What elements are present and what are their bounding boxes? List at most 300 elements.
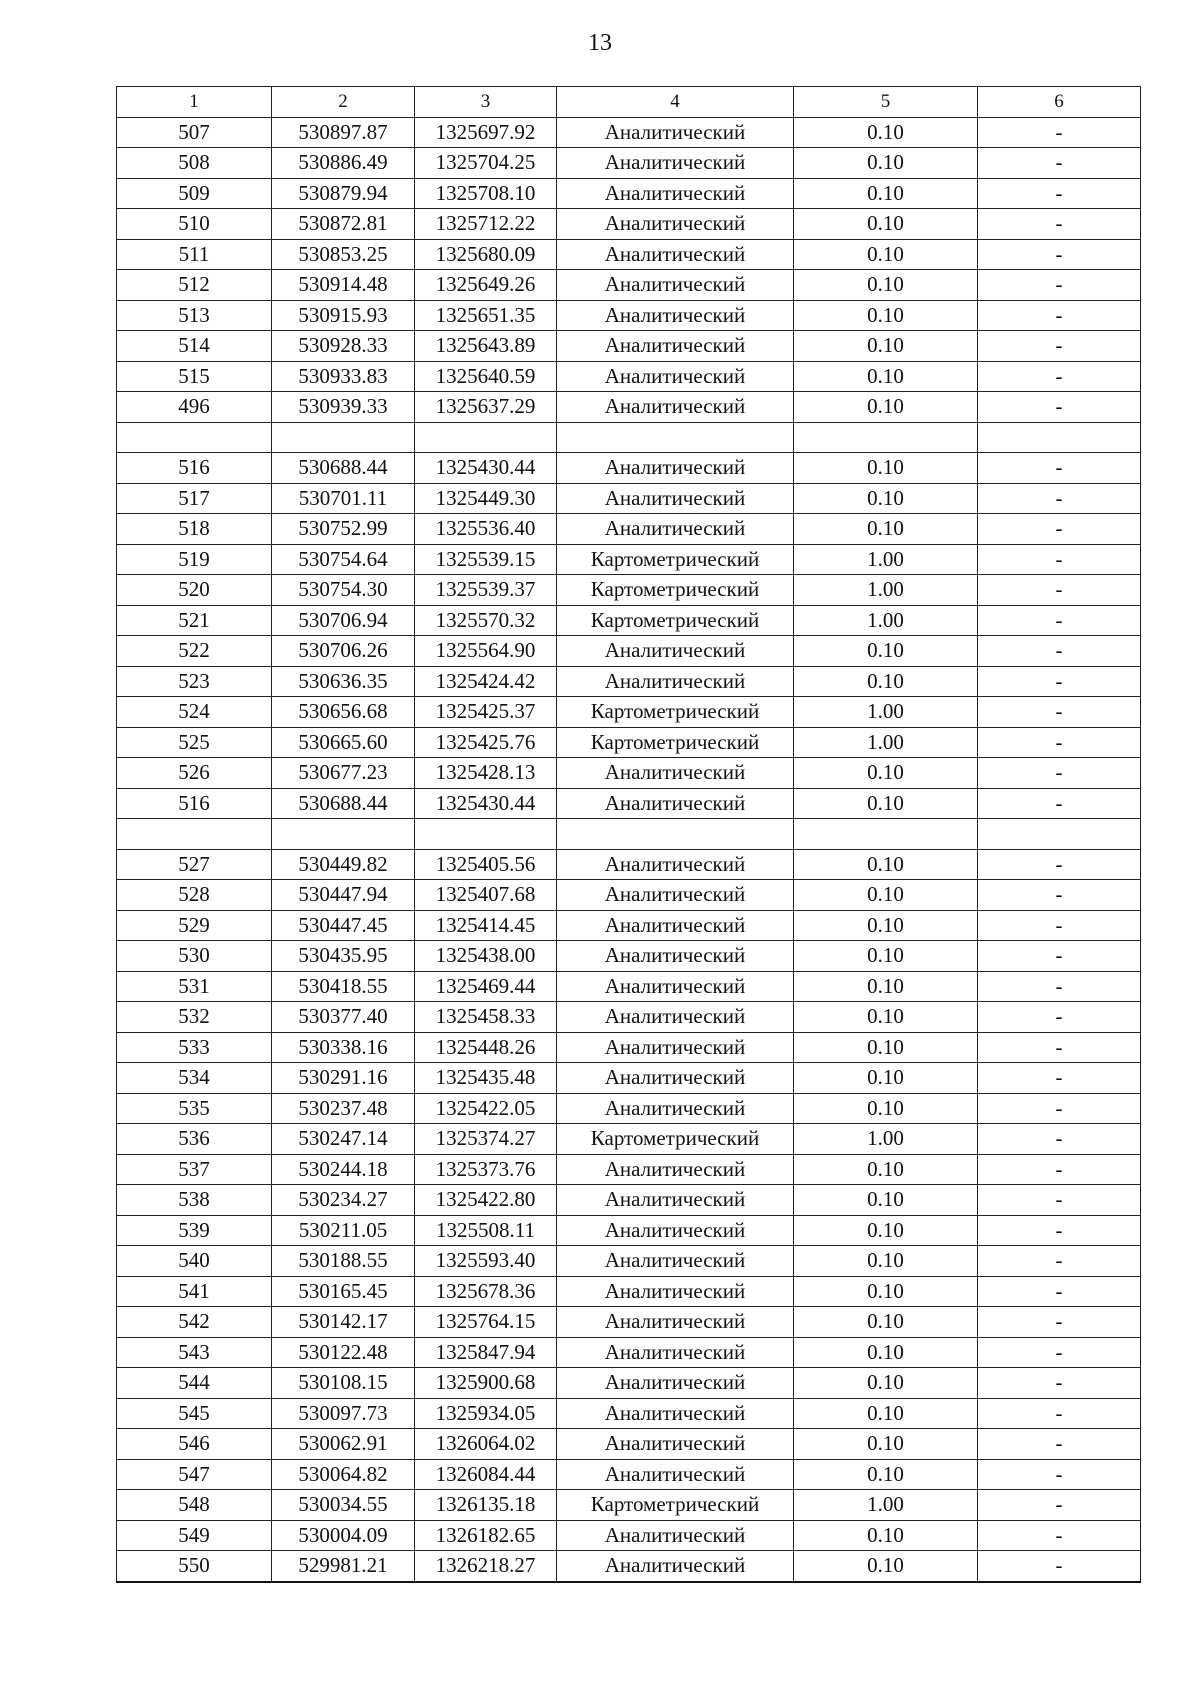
point-number-cell: 543 [117,1337,272,1368]
y-coordinate-cell: 1326182.65 [415,1520,557,1551]
table-row [117,1093,1141,1124]
method-cell [557,819,794,850]
accuracy-cell: 1.00 [794,575,978,606]
point-number-cell: 518 [117,514,272,545]
description-cell: - [978,575,1141,606]
table-row [117,1215,1141,1246]
point-number-cell: 512 [117,270,272,301]
method-cell: Аналитический [557,636,794,667]
y-coordinate-cell: 1325539.37 [415,575,557,606]
x-coordinate-cell: 530688.44 [272,453,415,484]
x-coordinate-cell: 530933.83 [272,361,415,392]
table-row [117,605,1141,636]
table-row [117,117,1141,148]
table-row [117,544,1141,575]
method-cell: Аналитический [557,666,794,697]
description-cell: - [978,636,1141,667]
table-row [117,788,1141,819]
method-cell: Картометрический [557,727,794,758]
table-row [117,1551,1141,1582]
y-coordinate-cell: 1325373.76 [415,1154,557,1185]
table-row [117,239,1141,270]
x-coordinate-cell: 530914.48 [272,270,415,301]
method-cell: Аналитический [557,1398,794,1429]
x-coordinate-cell: 530754.30 [272,575,415,606]
y-coordinate-cell: 1325448.26 [415,1032,557,1063]
accuracy-cell: 0.10 [794,148,978,179]
accuracy-cell: 0.10 [794,971,978,1002]
accuracy-cell: 0.10 [794,1307,978,1338]
y-coordinate-cell: 1325539.15 [415,544,557,575]
accuracy-cell: 0.10 [794,1246,978,1277]
table-row [117,1307,1141,1338]
table-row [117,971,1141,1002]
description-cell: - [978,1337,1141,1368]
method-cell: Аналитический [557,453,794,484]
method-cell: Картометрический [557,1490,794,1521]
y-coordinate-cell: 1325428.13 [415,758,557,789]
point-number-cell: 515 [117,361,272,392]
method-cell: Аналитический [557,941,794,972]
y-coordinate-cell: 1325430.44 [415,453,557,484]
y-coordinate-cell: 1325425.37 [415,697,557,728]
table-row [117,575,1141,606]
x-coordinate-cell: 530754.64 [272,544,415,575]
x-coordinate-cell: 530752.99 [272,514,415,545]
point-number-cell: 521 [117,605,272,636]
accuracy-cell [794,819,978,850]
description-cell: - [978,1520,1141,1551]
point-number-cell: 513 [117,300,272,331]
accuracy-cell: 0.10 [794,270,978,301]
description-cell: - [978,849,1141,880]
accuracy-cell: 0.10 [794,666,978,697]
description-cell: - [978,1459,1141,1490]
table-row [117,361,1141,392]
accuracy-cell: 1.00 [794,544,978,575]
point-number-cell: 548 [117,1490,272,1521]
table-row [117,1002,1141,1033]
method-cell: Аналитический [557,1215,794,1246]
y-coordinate-cell: 1325422.05 [415,1093,557,1124]
accuracy-cell: 0.10 [794,1002,978,1033]
table-row [117,910,1141,941]
method-cell: Аналитический [557,1459,794,1490]
x-coordinate-cell: 530234.27 [272,1185,415,1216]
table-row [117,1276,1141,1307]
point-number-cell: 526 [117,758,272,789]
y-coordinate-cell: 1325422.80 [415,1185,557,1216]
x-coordinate-cell [272,819,415,850]
accuracy-cell: 0.10 [794,1459,978,1490]
y-coordinate-cell: 1325438.00 [415,941,557,972]
point-number-cell [117,422,272,453]
table-row [117,209,1141,240]
description-cell: - [978,300,1141,331]
description-cell: - [978,758,1141,789]
description-cell: - [978,239,1141,270]
method-cell: Аналитический [557,880,794,911]
method-cell: Аналитический [557,1246,794,1277]
table-row [117,392,1141,423]
x-coordinate-cell: 530237.48 [272,1093,415,1124]
table-row [117,849,1141,880]
description-cell: - [978,1429,1141,1460]
method-cell: Аналитический [557,1276,794,1307]
table-row [117,331,1141,362]
description-cell: - [978,453,1141,484]
accuracy-cell: 0.10 [794,117,978,148]
description-cell: - [978,117,1141,148]
point-number-cell: 527 [117,849,272,880]
table-row [117,1246,1141,1277]
x-coordinate-cell: 530188.55 [272,1246,415,1277]
description-cell: - [978,910,1141,941]
accuracy-cell: 0.10 [794,514,978,545]
table-row [117,148,1141,179]
y-coordinate-cell: 1326218.27 [415,1551,557,1582]
point-number-cell: 522 [117,636,272,667]
x-coordinate-cell: 529981.21 [272,1551,415,1582]
method-cell: Аналитический [557,971,794,1002]
x-coordinate-cell: 530064.82 [272,1459,415,1490]
description-cell: - [978,1246,1141,1277]
x-coordinate-cell: 530377.40 [272,1002,415,1033]
method-cell: Аналитический [557,392,794,423]
y-coordinate-cell: 1325649.26 [415,270,557,301]
column-header-3: 3 [415,87,557,118]
description-cell: - [978,270,1141,301]
y-coordinate-cell: 1325425.76 [415,727,557,758]
y-coordinate-cell: 1325430.44 [415,788,557,819]
y-coordinate-cell: 1325570.32 [415,605,557,636]
accuracy-cell: 1.00 [794,605,978,636]
table-row [117,880,1141,911]
y-coordinate-cell: 1325697.92 [415,117,557,148]
accuracy-cell: 1.00 [794,1124,978,1155]
x-coordinate-cell: 530338.16 [272,1032,415,1063]
method-cell: Аналитический [557,1429,794,1460]
accuracy-cell: 0.10 [794,392,978,423]
table-row [117,697,1141,728]
y-coordinate-cell: 1325651.35 [415,300,557,331]
accuracy-cell: 0.10 [794,178,978,209]
point-number-cell: 534 [117,1063,272,1094]
description-cell: - [978,209,1141,240]
y-coordinate-cell: 1325637.29 [415,392,557,423]
x-coordinate-cell: 530879.94 [272,178,415,209]
accuracy-cell: 0.10 [794,331,978,362]
y-coordinate-cell: 1325678.36 [415,1276,557,1307]
x-coordinate-cell: 530247.14 [272,1124,415,1155]
table-row [117,1185,1141,1216]
table-row [117,1063,1141,1094]
accuracy-cell: 0.10 [794,636,978,667]
x-coordinate-cell: 530656.68 [272,697,415,728]
table-row [117,1154,1141,1185]
table-row [117,453,1141,484]
page-number: 13 [588,30,612,56]
accuracy-cell: 0.10 [794,1215,978,1246]
y-coordinate-cell: 1325407.68 [415,880,557,911]
description-cell: - [978,1215,1141,1246]
y-coordinate-cell: 1325680.09 [415,239,557,270]
y-coordinate-cell: 1326084.44 [415,1459,557,1490]
description-cell: - [978,1368,1141,1399]
point-number-cell: 510 [117,209,272,240]
accuracy-cell: 0.10 [794,880,978,911]
y-coordinate-cell [415,819,557,850]
method-cell: Аналитический [557,483,794,514]
point-number-cell: 550 [117,1551,272,1582]
description-cell: - [978,788,1141,819]
accuracy-cell: 0.10 [794,300,978,331]
description-cell: - [978,1185,1141,1216]
method-cell: Аналитический [557,1368,794,1399]
point-number-cell: 523 [117,666,272,697]
column-header-6: 6 [978,87,1141,118]
x-coordinate-cell: 530447.45 [272,910,415,941]
description-cell: - [978,941,1141,972]
accuracy-cell: 0.10 [794,209,978,240]
method-cell: Картометрический [557,697,794,728]
point-number-cell: 536 [117,1124,272,1155]
point-number-cell: 517 [117,483,272,514]
y-coordinate-cell: 1325847.94 [415,1337,557,1368]
x-coordinate-cell [272,422,415,453]
description-cell: - [978,666,1141,697]
accuracy-cell: 0.10 [794,1429,978,1460]
table-row [117,727,1141,758]
method-cell: Аналитический [557,148,794,179]
description-cell: - [978,483,1141,514]
point-number-cell: 511 [117,239,272,270]
point-number-cell: 541 [117,1276,272,1307]
method-cell: Аналитический [557,758,794,789]
method-cell: Аналитический [557,788,794,819]
description-cell: - [978,1063,1141,1094]
accuracy-cell: 0.10 [794,941,978,972]
point-number-cell: 528 [117,880,272,911]
x-coordinate-cell: 530097.73 [272,1398,415,1429]
table-row [117,1459,1141,1490]
accuracy-cell: 0.10 [794,1398,978,1429]
accuracy-cell: 0.10 [794,453,978,484]
point-number-cell: 509 [117,178,272,209]
point-number-cell: 537 [117,1154,272,1185]
description-cell: - [978,1093,1141,1124]
description-cell: - [978,331,1141,362]
method-cell: Картометрический [557,605,794,636]
accuracy-cell: 0.10 [794,849,978,880]
table-row [117,1490,1141,1521]
point-number-cell: 532 [117,1002,272,1033]
point-number-cell: 516 [117,453,272,484]
description-cell: - [978,727,1141,758]
method-cell: Аналитический [557,270,794,301]
accuracy-cell: 0.10 [794,483,978,514]
method-cell: Аналитический [557,1307,794,1338]
method-cell: Аналитический [557,300,794,331]
accuracy-cell: 0.10 [794,1337,978,1368]
x-coordinate-cell: 530165.45 [272,1276,415,1307]
point-number-cell: 525 [117,727,272,758]
point-number-cell: 544 [117,1368,272,1399]
method-cell: Аналитический [557,239,794,270]
accuracy-cell: 0.10 [794,758,978,789]
accuracy-cell [794,422,978,453]
point-number-cell: 507 [117,117,272,148]
y-coordinate-cell: 1326135.18 [415,1490,557,1521]
accuracy-cell: 0.10 [794,1093,978,1124]
description-cell: - [978,178,1141,209]
description-cell [978,422,1141,453]
x-coordinate-cell: 530435.95 [272,941,415,972]
point-number-cell: 529 [117,910,272,941]
x-coordinate-cell: 530706.94 [272,605,415,636]
y-coordinate-cell: 1325458.33 [415,1002,557,1033]
x-coordinate-cell: 530122.48 [272,1337,415,1368]
point-number-cell: 538 [117,1185,272,1216]
method-cell: Аналитический [557,849,794,880]
method-cell: Картометрический [557,1124,794,1155]
point-number-cell [117,819,272,850]
table-row [117,941,1141,972]
x-coordinate-cell: 530939.33 [272,392,415,423]
y-coordinate-cell: 1325712.22 [415,209,557,240]
description-cell: - [978,1032,1141,1063]
description-cell: - [978,971,1141,1002]
x-coordinate-cell: 530688.44 [272,788,415,819]
x-coordinate-cell: 530211.05 [272,1215,415,1246]
method-cell: Аналитический [557,117,794,148]
description-cell: - [978,1154,1141,1185]
table-body [117,117,1141,1582]
x-coordinate-cell: 530677.23 [272,758,415,789]
y-coordinate-cell: 1325593.40 [415,1246,557,1277]
y-coordinate-cell: 1325934.05 [415,1398,557,1429]
accuracy-cell: 0.10 [794,1032,978,1063]
description-cell: - [978,514,1141,545]
x-coordinate-cell: 530108.15 [272,1368,415,1399]
x-coordinate-cell: 530034.55 [272,1490,415,1521]
description-cell: - [978,1124,1141,1155]
y-coordinate-cell: 1325374.27 [415,1124,557,1155]
point-number-cell: 508 [117,148,272,179]
x-coordinate-cell: 530886.49 [272,148,415,179]
description-cell: - [978,1276,1141,1307]
table-row [117,1520,1141,1551]
table-row [117,1398,1141,1429]
x-coordinate-cell: 530897.87 [272,117,415,148]
method-cell [557,422,794,453]
description-cell: - [978,148,1141,179]
accuracy-cell: 0.10 [794,788,978,819]
description-cell: - [978,361,1141,392]
point-number-cell: 540 [117,1246,272,1277]
description-cell: - [978,697,1141,728]
description-cell: - [978,880,1141,911]
y-coordinate-cell: 1325469.44 [415,971,557,1002]
coordinates-table [116,86,1141,1583]
table-row [117,1429,1141,1460]
accuracy-cell: 0.10 [794,910,978,941]
x-coordinate-cell: 530665.60 [272,727,415,758]
method-cell: Аналитический [557,1032,794,1063]
y-coordinate-cell [415,422,557,453]
table-row [117,758,1141,789]
accuracy-cell: 0.10 [794,239,978,270]
x-coordinate-cell: 530244.18 [272,1154,415,1185]
y-coordinate-cell: 1325414.45 [415,910,557,941]
y-coordinate-cell: 1325708.10 [415,178,557,209]
y-coordinate-cell: 1325640.59 [415,361,557,392]
description-cell: - [978,1551,1141,1582]
table-row [117,1124,1141,1155]
point-number-cell: 530 [117,941,272,972]
point-number-cell: 516 [117,788,272,819]
description-cell: - [978,1307,1141,1338]
method-cell: Аналитический [557,1154,794,1185]
column-header-2: 2 [272,87,415,118]
table-separator-row [117,819,1141,850]
column-header-4: 4 [557,87,794,118]
y-coordinate-cell: 1325424.42 [415,666,557,697]
point-number-cell: 535 [117,1093,272,1124]
table-row [117,1368,1141,1399]
x-coordinate-cell: 530142.17 [272,1307,415,1338]
table-row [117,1337,1141,1368]
point-number-cell: 524 [117,697,272,728]
description-cell: - [978,1002,1141,1033]
x-coordinate-cell: 530701.11 [272,483,415,514]
y-coordinate-cell: 1325900.68 [415,1368,557,1399]
y-coordinate-cell: 1325405.56 [415,849,557,880]
point-number-cell: 546 [117,1429,272,1460]
y-coordinate-cell: 1326064.02 [415,1429,557,1460]
y-coordinate-cell: 1325643.89 [415,331,557,362]
method-cell: Картометрический [557,544,794,575]
y-coordinate-cell: 1325536.40 [415,514,557,545]
accuracy-cell: 0.10 [794,1368,978,1399]
x-coordinate-cell: 530853.25 [272,239,415,270]
point-number-cell: 496 [117,392,272,423]
column-header-1: 1 [117,87,272,118]
x-coordinate-cell: 530872.81 [272,209,415,240]
y-coordinate-cell: 1325449.30 [415,483,557,514]
y-coordinate-cell: 1325564.90 [415,636,557,667]
accuracy-cell: 0.10 [794,1154,978,1185]
table-row [117,178,1141,209]
table-separator-row [117,422,1141,453]
table-row [117,514,1141,545]
x-coordinate-cell: 530706.26 [272,636,415,667]
description-cell: - [978,544,1141,575]
table-row [117,636,1141,667]
point-number-cell: 545 [117,1398,272,1429]
x-coordinate-cell: 530915.93 [272,300,415,331]
accuracy-cell: 0.10 [794,1520,978,1551]
method-cell: Аналитический [557,178,794,209]
table-row [117,666,1141,697]
point-number-cell: 519 [117,544,272,575]
column-header-5: 5 [794,87,978,118]
method-cell: Аналитический [557,1337,794,1368]
point-number-cell: 520 [117,575,272,606]
accuracy-cell: 1.00 [794,697,978,728]
y-coordinate-cell: 1325764.15 [415,1307,557,1338]
table-row [117,270,1141,301]
